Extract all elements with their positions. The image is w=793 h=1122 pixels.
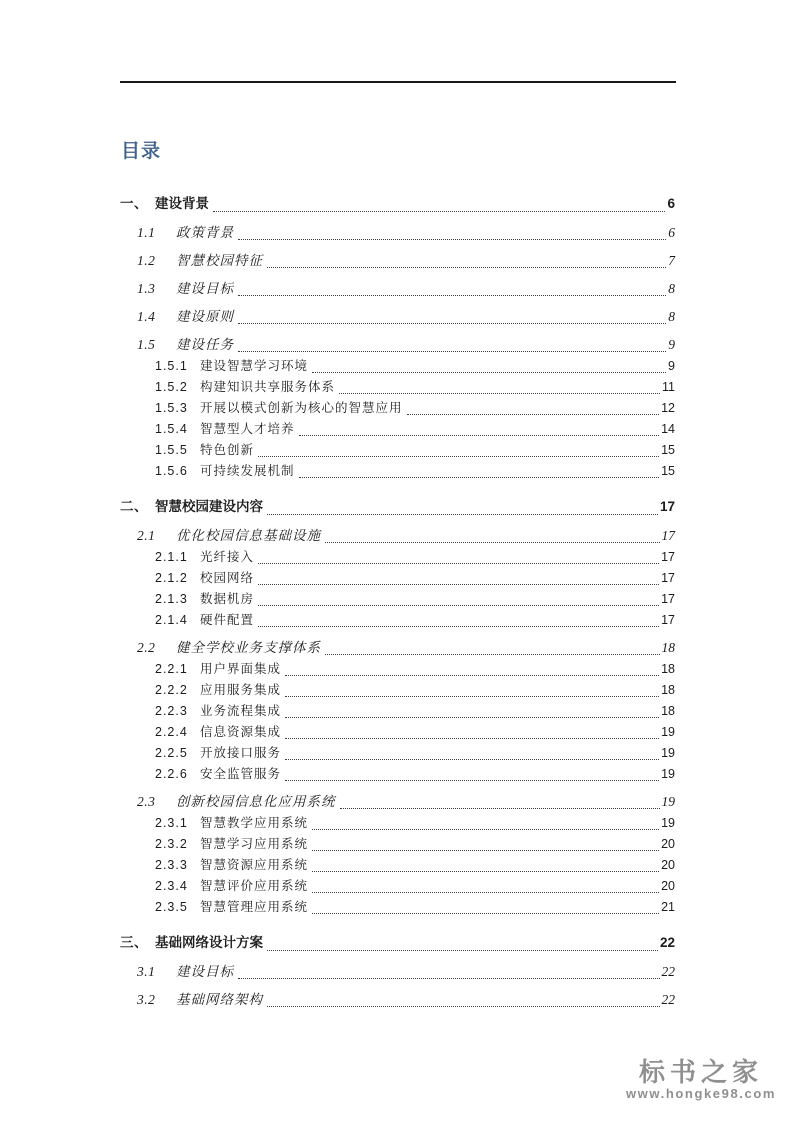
toc-entry-number: 2.2.5 [155,746,188,760]
watermark-url-text: www.hongke98.com [625,1085,777,1101]
toc-leader-dots [285,738,659,739]
toc-entry-number: 1.1 [137,225,156,240]
toc-leader-dots [267,267,666,268]
toc-entry[interactable] [120,568,675,588]
toc-leader-dots [325,654,660,655]
toc-entry-title: 智慧教学应用系统 [200,816,309,830]
toc-entry-page: 20 [661,879,675,893]
toc-entry-page: 17 [661,550,675,564]
toc-entry-title: 数据机房 [200,592,255,606]
toc-leader-dots [312,892,659,893]
toc-entry-title: 信息资源集成 [200,725,282,739]
toc-entry-page: 6 [668,225,675,240]
toc-entry-title: 建设目标 [176,964,234,979]
toc-entry-page: 17 [661,571,675,585]
toc-entry[interactable] [120,701,675,721]
toc-entry-number: 1.5.2 [155,380,188,394]
toc-entry-page: 19 [661,816,675,830]
toc-entry-number: 2.2.6 [155,767,188,781]
toc-leader-dots [285,780,659,781]
toc-entry[interactable] [120,855,675,875]
toc-entry-number: 2.1.3 [155,592,188,606]
toc-leader-dots [258,626,659,627]
toc-entry-number: 2.3 [137,794,156,809]
toc-entry-number: 1.5.5 [155,443,188,457]
toc-entry-number: 2.2.3 [155,704,188,718]
toc-entry-page: 9 [668,337,675,352]
toc-entry-title: 健全学校业务支撑体系 [176,640,321,655]
toc-entry-number: 1.4 [137,309,156,324]
toc-entry-title: 创新校园信息化应用系统 [176,794,336,809]
toc-entry[interactable] [120,461,675,481]
toc-entry-number: 一、 [120,196,148,211]
toc-entry[interactable] [120,834,675,854]
toc-entry-title: 优化校园信息基础设施 [176,528,321,543]
toc-entry-title: 安全监管服务 [200,767,282,781]
toc-leader-dots [213,211,665,212]
toc-entry-title: 应用服务集成 [200,683,282,697]
toc-entry-number: 2.2 [137,640,156,655]
toc-entry-title: 光纤接入 [200,550,255,564]
toc-entry-number: 1.2 [137,253,156,268]
toc-entry-number: 2.1 [137,528,156,543]
toc-entry-page: 18 [661,662,675,676]
toc-entry[interactable] [120,193,675,215]
toc-leader-dots [238,978,660,979]
toc-entry-number: 2.2.1 [155,662,188,676]
toc-entry-page: 19 [661,725,675,739]
toc-entry-number: 1.5 [137,337,156,352]
toc-leader-dots [258,605,659,606]
toc-entry-page: 8 [668,309,675,324]
toc-entry-number: 2.1.1 [155,550,188,564]
toc-entry-title: 特色创新 [200,443,255,457]
toc-entry-title: 硬件配置 [200,613,255,627]
toc-leader-dots [312,829,659,830]
toc-entry-title: 智慧学习应用系统 [200,837,309,851]
toc-leader-dots [258,456,659,457]
toc-entry-number: 2.3.2 [155,837,188,851]
toc-entry-title: 智慧评价应用系统 [200,879,309,893]
toc-entry-title: 建设目标 [176,281,234,296]
toc-entry[interactable] [120,589,675,609]
toc-entry-number: 2.2.2 [155,683,188,697]
toc-entry-number: 2.1.2 [155,571,188,585]
toc-entry[interactable] [120,398,675,418]
toc-leader-dots [339,393,660,394]
toc-entry[interactable] [120,278,675,299]
toc-entry-title: 建设背景 [155,196,209,211]
toc-title: 目录 [121,141,162,162]
toc-entry[interactable] [120,496,675,518]
toc-entry[interactable] [120,813,675,833]
toc-leader-dots [267,514,658,515]
toc-entry[interactable] [120,637,675,658]
toc-entry[interactable] [120,525,675,546]
toc-entry-title: 可持续发展机制 [200,464,295,478]
toc-entry[interactable] [120,764,675,784]
toc-entry-page: 21 [661,900,675,914]
toc-entry-page: 19 [661,767,675,781]
toc-entry-number: 1.5.4 [155,422,188,436]
toc-entry[interactable] [120,659,675,679]
toc-entry-page: 20 [661,837,675,851]
toc-leader-dots [312,913,659,914]
toc-entry-title: 智慧校园建设内容 [155,499,263,514]
watermark [613,1058,789,1101]
toc-entry[interactable] [120,250,675,271]
toc-entry-page: 15 [661,464,675,478]
toc-entry-title: 开展以模式创新为核心的智慧应用 [200,401,403,415]
toc-entry[interactable] [120,547,675,567]
toc-entry[interactable] [120,722,675,742]
toc-entry-title: 开放接口服务 [200,746,282,760]
toc-entry[interactable] [120,356,675,376]
toc-entry-page: 18 [661,704,675,718]
toc-entry[interactable] [120,610,675,630]
toc-entry[interactable] [120,876,675,896]
toc-entry[interactable] [120,961,675,982]
toc-leader-dots [238,323,666,324]
toc-entry-title: 基础网络设计方案 [155,935,263,950]
toc-entry-page: 12 [661,401,675,415]
toc-leader-dots [299,477,660,478]
toc-leader-dots [407,414,660,415]
toc-leader-dots [238,351,666,352]
toc-entry[interactable] [120,306,675,327]
toc-entry-page: 17 [661,613,675,627]
toc-entry-page: 11 [662,380,675,394]
toc-entry[interactable] [120,932,675,954]
toc-entry[interactable] [120,680,675,700]
toc-entry[interactable] [120,791,675,812]
toc-entry-title: 智慧资源应用系统 [200,858,309,872]
toc-leader-dots [238,239,666,240]
toc-entry-number: 3.2 [137,992,156,1007]
toc-leader-dots [312,850,659,851]
toc-leader-dots [340,808,660,809]
toc-entry[interactable] [120,419,675,439]
toc-entry-number: 2.3.1 [155,816,188,830]
toc-entry-title: 建设智慧学习环境 [200,359,309,373]
toc-entry[interactable] [120,897,675,917]
toc-leader-dots [238,295,666,296]
toc-entry-page: 17 [661,528,675,543]
toc-entry-page: 20 [661,858,675,872]
toc-entry-page: 15 [661,443,675,457]
toc-entry-page: 9 [668,359,675,373]
toc-entry-title: 用户界面集成 [200,662,282,676]
toc-entry-page: 22 [661,964,675,979]
toc-entry-page: 18 [661,640,675,655]
toc-entry-page: 17 [661,592,675,606]
toc-entry-title: 构建知识共享服务体系 [200,380,336,394]
toc-entry-number: 2.3.4 [155,879,188,893]
toc-entry-page: 14 [661,422,675,436]
toc-entry-number: 2.1.4 [155,613,188,627]
toc-entry[interactable] [120,440,675,460]
toc-entry-number: 2.3.3 [155,858,188,872]
toc-list [120,178,675,1010]
toc-entry-number: 1.5.6 [155,464,188,478]
toc-entry[interactable] [120,377,675,397]
toc-entry-number: 1.5.1 [155,359,188,373]
toc-leader-dots [267,1006,660,1007]
toc-entry[interactable] [120,334,675,355]
toc-entry-page: 17 [659,499,675,514]
toc-leader-dots [325,542,660,543]
toc-leader-dots [285,696,659,697]
toc-entry-title: 建设任务 [176,337,234,352]
toc-entry-number: 3.1 [137,964,156,979]
toc-leader-dots [285,759,659,760]
toc-entry-page: 7 [668,253,675,268]
toc-leader-dots [312,372,666,373]
toc-leader-dots [285,675,659,676]
toc-entry-number: 三、 [120,935,148,950]
toc-entry-title: 建设原则 [176,309,234,324]
toc-entry[interactable] [120,743,675,763]
toc-entry[interactable] [120,222,675,243]
toc-leader-dots [312,871,659,872]
header-rule [120,81,676,83]
watermark-brand-text: 标书之家 [638,1057,763,1087]
toc-entry-page: 22 [659,935,675,950]
toc-entry-title: 业务流程集成 [200,704,282,718]
toc-entry-number: 1.3 [137,281,156,296]
toc-entry-title: 政策背景 [176,225,234,240]
toc-leader-dots [285,717,659,718]
toc-entry-page: 19 [661,794,675,809]
toc-entry-page: 19 [661,746,675,760]
toc-entry-title: 智慧管理应用系统 [200,900,309,914]
toc-entry-title: 校园网络 [200,571,255,585]
toc-entry-title: 智慧型人才培养 [200,422,295,436]
toc-entry-number: 2.2.4 [155,725,188,739]
toc-entry-title: 基础网络架构 [176,992,263,1007]
toc-entry-page: 22 [661,992,675,1007]
toc-entry-number: 1.5.3 [155,401,188,415]
toc-entry-page: 6 [667,196,675,211]
toc-entry-page: 8 [668,281,675,296]
toc-leader-dots [258,563,659,564]
toc-entry-number: 2.3.5 [155,900,188,914]
toc-leader-dots [299,435,660,436]
toc-entry-number: 二、 [120,499,148,514]
toc-entry-title: 智慧校园特征 [176,253,263,268]
toc-entry[interactable] [120,989,675,1010]
toc-leader-dots [258,584,659,585]
toc-leader-dots [267,950,658,951]
toc-entry-page: 18 [661,683,675,697]
